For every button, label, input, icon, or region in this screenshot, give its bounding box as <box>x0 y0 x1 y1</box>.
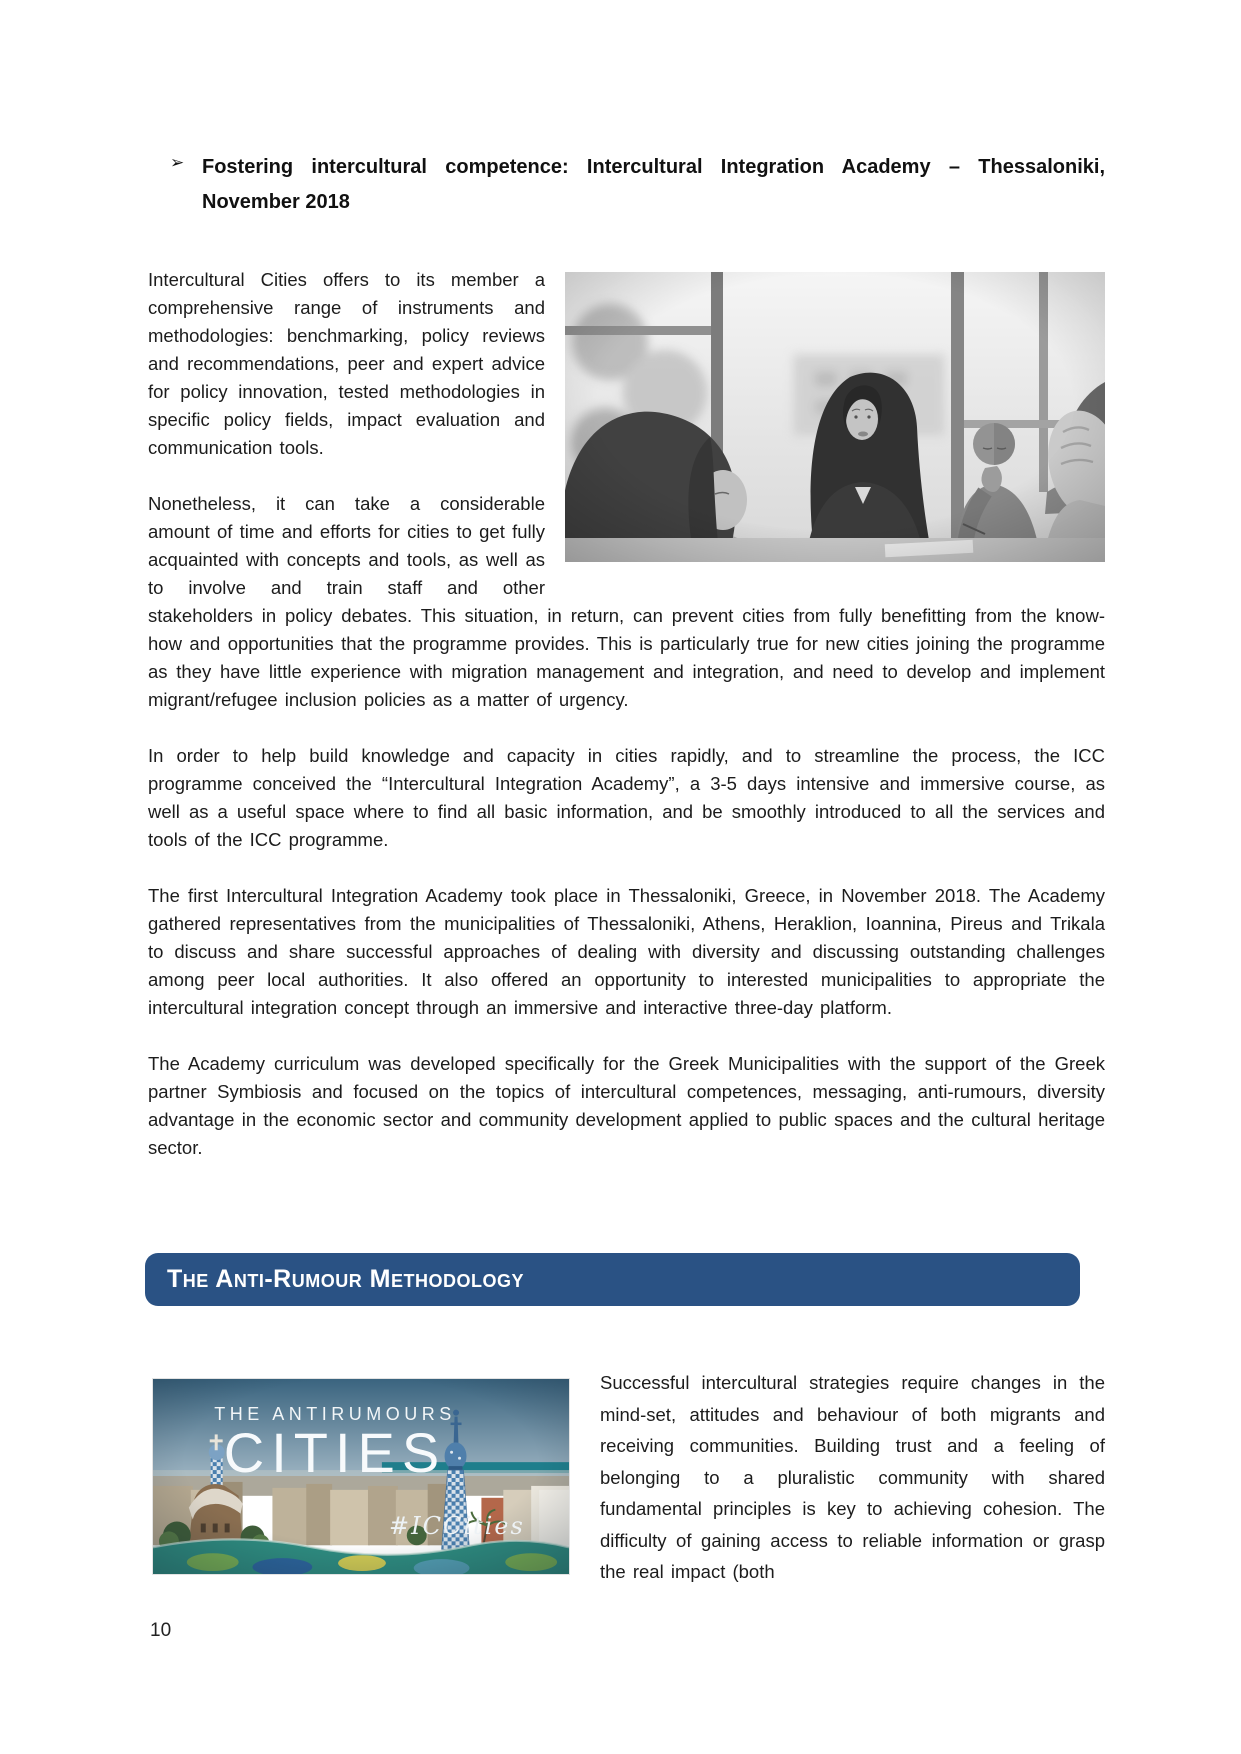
image-caption-line1: THE ANTIRUMOURS <box>214 1404 456 1424</box>
antirumours-cities-image <box>152 1378 570 1575</box>
image-hashtag: #ICCities <box>389 1512 525 1540</box>
body-text-flow <box>148 266 1105 1190</box>
academy-meeting-photo-illustration <box>565 272 1105 562</box>
anti-rumour-section <box>152 1367 1105 1588</box>
paragraph-intro: Intercultural Cities offers to its member a comprehensive range of instruments and methodologies: benchmarking, policy reviews and recommendations, peer and expert advice for policy innovation, tested methodologies in specific policy fields, impact evaluation and communication tools. <box>148 269 545 458</box>
anti-rumour-section-banner <box>145 1253 1080 1306</box>
paragraph-challenges: Nonetheless, it can take a considerable amount of time and efforts for cities to get fully acquainted with concepts and tools, as well as to involve and train staff and other stakeholders in policy debates. This situation, in return, can prevent cities from fully benefitting from the know-how and opportunities that the programme provides. This is particularly true for new cities joining the programme as they have little experience with migration management and integration, and need to develop and implement migrant/refugee inclusion policies as a matter of urgency. <box>148 493 1105 710</box>
paragraph-academy-concept: In order to help build knowledge and capacity in cities rapidly, and to streamline the process, the ICC programme conceived the “Intercultural Integration Academy”, a 3-5 days intensive and immersive course, as well as a useful space where to find all basic information, and be smoothly introduced to all the services and tools of the ICC programme. <box>148 745 1105 850</box>
image-caption-line2: CITIES <box>223 1421 447 1484</box>
paragraph-curriculum: The Academy curriculum was developed specifically for the Greek Municipalities with the support of the Greek partner Symbiosis and focused on the topics of intercultural competences, messaging, anti-rumours, diversity advantage in the economic sector and community development applied to public spaces and the cultural heritage sector. <box>148 1053 1105 1158</box>
paragraph-first-academy: The first Intercultural Integration Academy took place in Thessaloniki, Greece, in November 2018. The Academy gathered representatives from the municipalities of Thessaloniki, Athens, Heraklion, Ioannina, Pireus and Trikala to discuss and share successful approaches of dealing with diversity and discussing outstanding challenges among peer local authorities. It also offered an opportunity to interested municipalities to appropriate the intercultural integration concept through an immersive and interactive three-day platform. <box>148 885 1105 1018</box>
academy-meeting-photo <box>565 272 1105 562</box>
heading-text: Fostering intercultural competence: Intercultural Integration Academy – Thessaloniki, November 2018 <box>202 156 1105 213</box>
paragraph-anti-rumour: Successful intercultural strategies require changes in the mind-set, attitudes and behaviour of both migrants and receiving communities. Building trust and a feeling of belonging to a pluralistic community with shared fundamental principles is key to achieving cohesion. The difficulty of gaining access to reliable information or grasp the real impact (both <box>600 1372 1105 1582</box>
page-content <box>148 150 1105 1190</box>
arrow-bullet-icon: ➢ <box>170 153 185 172</box>
banner-title: The Anti-Rumour Methodology <box>167 1265 524 1293</box>
section-heading <box>148 150 1105 220</box>
page-number: 10 <box>150 1620 172 1641</box>
